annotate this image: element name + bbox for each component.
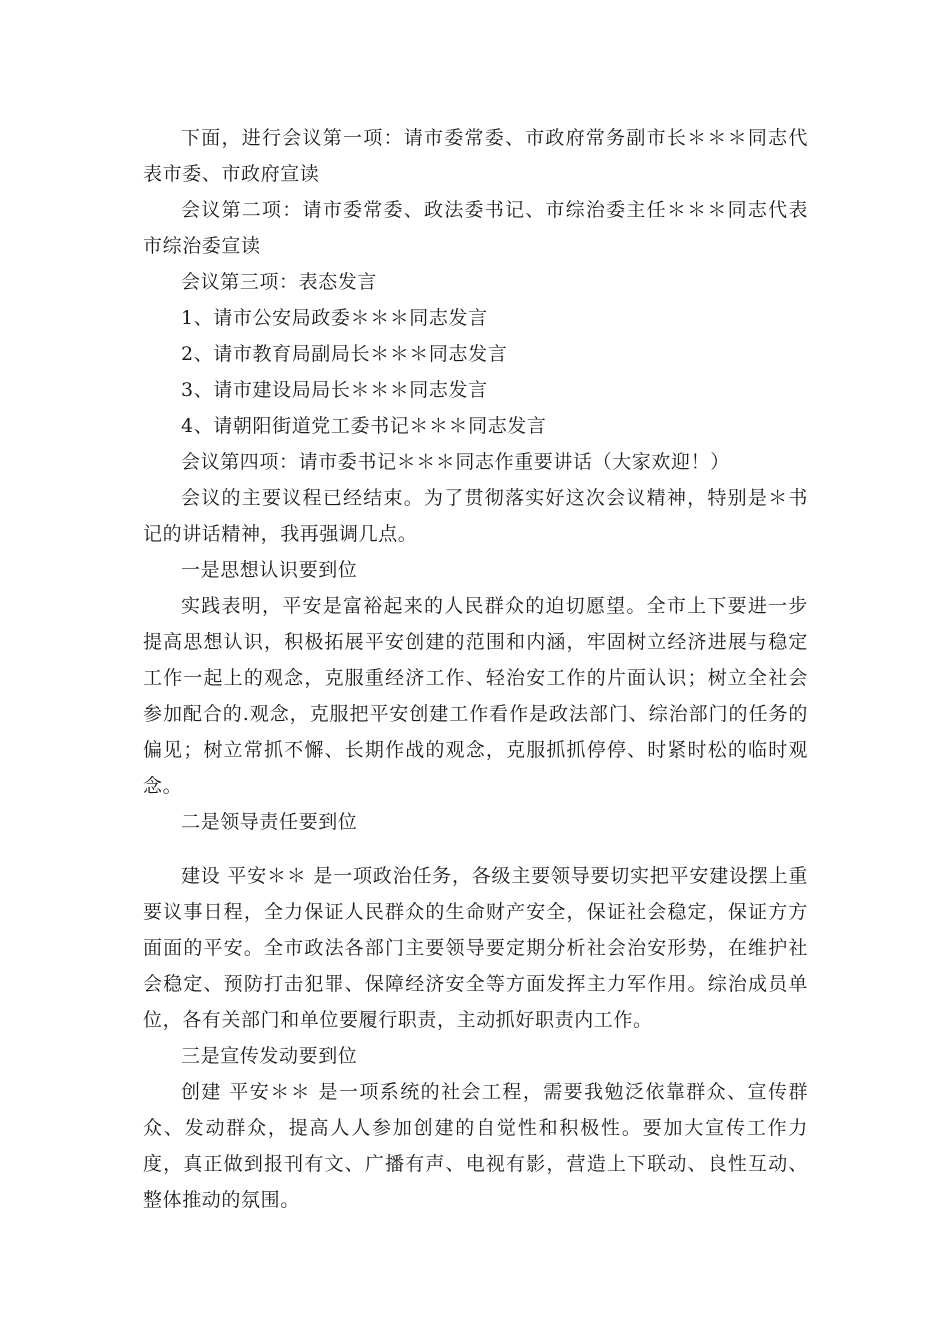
paragraph-item-1-intro: 下面，进行会议第一项：请市委常委、市政府常务副市长＊＊＊同志代表市委、市政府宣读: [143, 127, 808, 185]
paragraph-item-4: 会议第四项：请市委书记＊＊＊同志作重要讲话（大家欢迎！）: [181, 451, 730, 473]
section-body-3: 创建 平安＊＊ 是一项系统的社会工程，需要我勉泛依靠群众、宣传群众、发动群众，提高人人参加创建的自觉性和积极性。要加大宣传工作力度，真正做到报刊有文、广播有声、电视有影，营造上下联动、良性互动、整体推动的氛围。: [143, 1081, 808, 1211]
blank-gap: [143, 840, 808, 858]
document-body: [143, 120, 808, 1218]
paragraph-item-3-heading: 会议第三项：表态发言: [181, 271, 378, 293]
section-body-1: 实践表明，平安是富裕起来的人民群众的迫切愿望。全市上下要进一步提高思想认识，积极拓展平安创建的范围和内涵，牢固树立经济进展与稳定工作一起上的观念，克服重经济工作、轻治安工作的片面认识；树立全社会参加配合的.观念，克服把平安创建工作看作是政法部门、综治部门的任务的偏见；树立常抓不懈、长期作战的观念，克服抓抓停停、时紧时松的临时观念。: [143, 595, 808, 797]
list-item-speaker-2: 2、请市教育局副局长＊＊＊同志发言: [181, 343, 508, 365]
list-item-speaker-4: 4、请朝阳街道党工委书记＊＊＊同志发言: [181, 415, 547, 437]
paragraph-summary: 会议的主要议程已经结束。为了贯彻落实好这次会议精神，特别是＊书记的讲话精神，我再强调几点。: [143, 487, 808, 545]
list-item-speaker-1: 1、请市公安局政委＊＊＊同志发言: [181, 307, 488, 329]
section-heading-1: 一是思想认识要到位: [181, 559, 358, 581]
list-item-speaker-3: 3、请市建设局局长＊＊＊同志发言: [181, 379, 488, 401]
paragraph-item-2: 会议第二项：请市委常委、政法委书记、市综治委主任＊＊＊同志代表市综治委宣读: [143, 199, 808, 257]
section-heading-2: 二是领导责任要到位: [181, 811, 358, 833]
section-body-2: 建设 平安＊＊ 是一项政治任务，各级主要领导要切实把平安建设摆上重要议事日程，全力保证人民群众的生命财产安全，保证社会稳定，保证方方面面的平安。全市政法各部门主要领导要定期分析社会治安形势，在维护社会稳定、预防打击犯罪、保障经济安全等方面发挥主力军作用。综治成员单位，各有关部门和单位要履行职责，主动抓好职责内工作。: [143, 865, 808, 1031]
section-heading-3: 三是宣传发动要到位: [181, 1045, 358, 1067]
